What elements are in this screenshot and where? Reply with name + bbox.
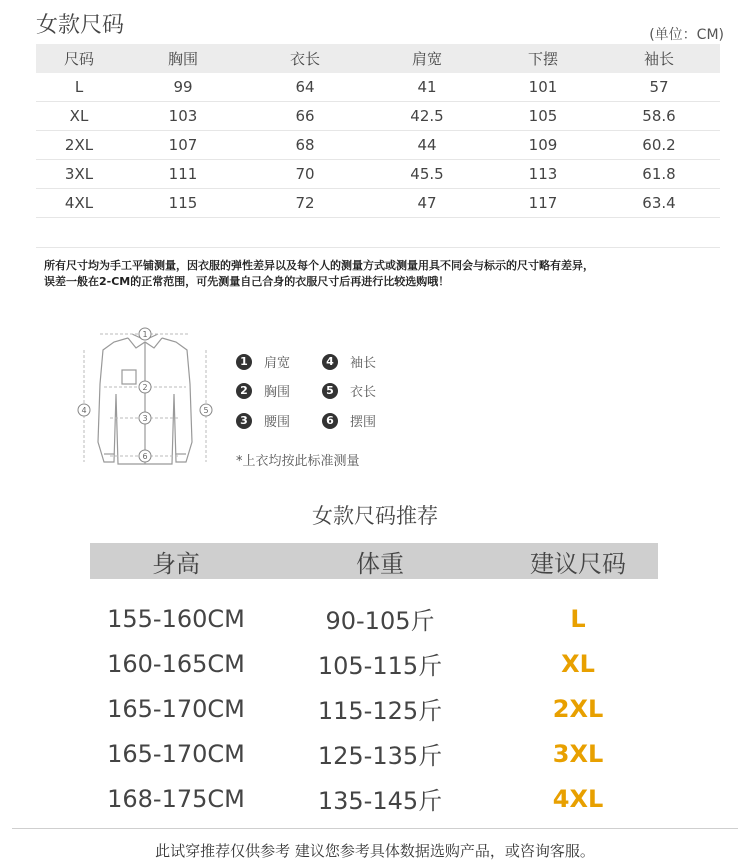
diagram-marker-3 [139, 412, 151, 424]
table-row [36, 102, 720, 131]
table-cell: 41 [417, 78, 437, 96]
height-cell: 168-175CM [107, 784, 245, 813]
height-cell: 165-170CM [107, 694, 245, 723]
table-cell: 70 [295, 165, 315, 183]
size-table-header [36, 44, 720, 73]
svg-text:2: 2 [142, 383, 148, 392]
legend-label: 肩宽 [264, 356, 291, 371]
legend-number: 1 [236, 354, 252, 370]
legend-label: 袖长 [350, 356, 377, 371]
size-chart-title: 女款尺码 [36, 13, 125, 38]
table-cell: 2XL [64, 136, 94, 154]
table-cell: 109 [528, 136, 558, 154]
weight-cell: 135-145斤 [317, 787, 443, 815]
note-line: 所有尺寸均为手工平铺测量，因衣服的弹性差异以及每个人的测量方式或测量用具不同会与标示的尺寸略有差异， [44, 259, 594, 272]
table-row [90, 641, 658, 686]
legend-item [322, 352, 376, 371]
shirt-measurement-diagram [70, 324, 220, 474]
diagram-marker-2 [139, 381, 151, 393]
legend-number: 5 [322, 383, 338, 399]
table-cell: 107 [168, 136, 198, 154]
table-row [36, 131, 720, 160]
recommend-header-cell: 体重 [356, 549, 404, 578]
size-cell: 2XL [552, 694, 604, 723]
size-cell: 4XL [552, 784, 604, 813]
legend-number: 4 [322, 354, 338, 370]
size-cell: L [570, 604, 586, 633]
table-cell: 111 [168, 165, 198, 183]
weight-cell: 115-125斤 [317, 697, 443, 725]
recommend-title: 女款尺码推荐 [312, 504, 438, 528]
table-cell: 63.4 [642, 194, 676, 212]
table-cell: XL [69, 107, 89, 125]
table-empty-row [36, 218, 720, 248]
header-cell: 尺码 [63, 50, 94, 68]
header-cell: 袖长 [643, 50, 674, 68]
legend-item [236, 381, 290, 400]
weight-cell: 125-135斤 [317, 742, 443, 770]
table-cell: 113 [528, 165, 558, 183]
diagram-marker-4 [78, 404, 90, 416]
svg-text:6: 6 [142, 452, 148, 461]
legend-label: 摆围 [350, 415, 377, 430]
legend-label: 腰围 [264, 415, 291, 430]
legend-label: 胸围 [264, 385, 291, 400]
weight-cell: 90-105斤 [325, 607, 435, 635]
table-row [90, 596, 658, 641]
diagram-marker-6 [139, 450, 151, 462]
weight-cell: 105-115斤 [317, 652, 443, 680]
table-cell: 68 [295, 136, 315, 154]
table-cell: 105 [528, 107, 558, 125]
size-table [36, 44, 720, 248]
table-cell: 58.6 [642, 107, 676, 125]
recommend-header-cell: 身高 [152, 549, 200, 578]
table-cell: 44 [417, 136, 437, 154]
table-cell: 42.5 [410, 107, 444, 125]
table-cell: 4XL [64, 194, 94, 212]
footer-note: 此试穿推荐仅供参考 建议您参考具体数据选购产品，或咨询客服。 [155, 842, 595, 860]
svg-text:4: 4 [81, 406, 87, 415]
table-cell: 66 [295, 107, 315, 125]
table-cell: 61.8 [642, 165, 676, 183]
recommend-table [90, 596, 658, 821]
legend-note: *上衣均按此标准测量 [236, 454, 360, 469]
height-cell: 160-165CM [107, 649, 245, 678]
header-cell: 胸围 [167, 50, 198, 68]
legend-item [236, 352, 290, 371]
table-cell: 103 [168, 107, 198, 125]
table-cell: 117 [528, 194, 558, 212]
table-cell: 101 [528, 78, 558, 96]
table-cell: 57 [649, 78, 669, 96]
table-cell: 60.2 [642, 136, 676, 154]
svg-text:1: 1 [142, 330, 148, 339]
table-cell: 3XL [64, 165, 94, 183]
height-cell: 155-160CM [107, 604, 245, 633]
legend-number: 6 [322, 413, 338, 429]
legend-number: 3 [236, 413, 252, 429]
table-cell: 115 [168, 194, 198, 212]
size-cell: XL [561, 649, 595, 678]
note-line: 误差一般在2-CM的正常范围，可先测量自己合身的衣服尺寸后再进行比较选购哦！ [44, 275, 450, 288]
legend-item [322, 381, 376, 400]
recommend-header [90, 543, 658, 579]
legend-item [236, 411, 290, 430]
table-cell: 99 [173, 78, 193, 96]
footer-divider [12, 828, 738, 829]
table-row [36, 189, 720, 218]
legend-number: 2 [236, 383, 252, 399]
table-row [90, 731, 658, 776]
table-cell: 45.5 [410, 165, 444, 183]
legend-item [322, 411, 376, 430]
diagram-marker-1 [139, 328, 151, 340]
header-cell: 下摆 [527, 50, 558, 68]
height-cell: 165-170CM [107, 739, 245, 768]
unit-label: (单位：CM) [649, 27, 724, 43]
size-cell: 3XL [552, 739, 604, 768]
table-row [36, 73, 720, 102]
header-cell: 衣长 [289, 50, 320, 68]
table-cell: 64 [295, 78, 315, 96]
recommend-header-cell: 建议尺码 [530, 549, 626, 578]
header-cell: 肩宽 [411, 50, 442, 68]
table-row [90, 686, 658, 731]
table-row [36, 160, 720, 189]
table-cell: 72 [295, 194, 315, 212]
svg-text:3: 3 [142, 414, 148, 423]
svg-text:5: 5 [203, 406, 209, 415]
table-row [90, 776, 658, 821]
measurement-note [44, 258, 714, 290]
table-cell: L [74, 78, 84, 96]
table-cell: 47 [417, 194, 437, 212]
diagram-marker-5 [200, 404, 212, 416]
legend-label: 衣长 [350, 385, 377, 400]
